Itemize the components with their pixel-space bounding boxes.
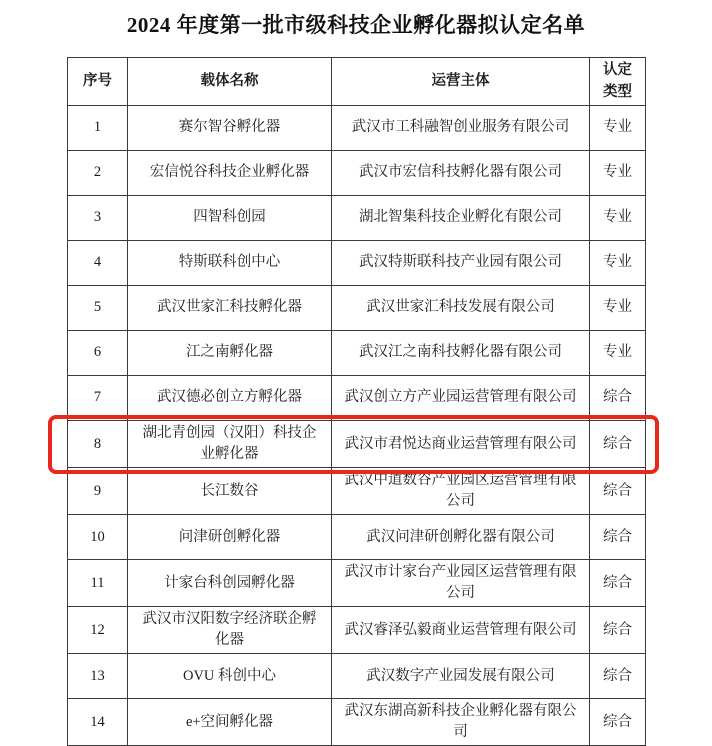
column-header-carrier: 载体名称 [128,58,332,106]
page-title: 2024 年度第一批市级科技企业孵化器拟认定名单 [126,13,586,37]
table-cell-carrier: 武汉德必创立方孵化器 [128,376,332,421]
table-cell-no: 2 [68,151,128,196]
table-header-row [68,58,646,106]
table-cell-carrier: 武汉市汉阳数字经济联企孵化器 [128,607,332,654]
table-row [68,421,646,468]
table-cell-carrier: 问津研创孵化器 [128,515,332,560]
table-cell-no: 6 [68,331,128,376]
table-cell-carrier: 江之南孵化器 [128,331,332,376]
column-header-operator: 运营主体 [332,58,590,106]
table-cell-no: 1 [68,106,128,151]
table-row [68,151,646,196]
table-cell-carrier: OVU 科创中心 [128,654,332,699]
table-cell-carrier: 宏信悦谷科技企业孵化器 [128,151,332,196]
table-cell-no: 14 [68,699,128,746]
table-cell-carrier: 四智科创园 [128,196,332,241]
table-cell-operator: 湖北智集科技企业孵化有限公司 [332,196,590,241]
table-cell-operator: 武汉数字产业园发展有限公司 [332,654,590,699]
table-cell-no: 12 [68,607,128,654]
table-row [68,106,646,151]
table-cell-carrier: 赛尔智谷孵化器 [128,106,332,151]
table-cell-type: 综合 [590,654,646,699]
table-row [68,468,646,515]
table-cell-operator: 武汉睿泽弘毅商业运营管理有限公司 [332,607,590,654]
table-cell-carrier: 湖北青创园（汉阳）科技企业孵化器 [128,421,332,468]
table-cell-type: 专业 [590,196,646,241]
table-row [68,560,646,607]
table-cell-operator: 武汉问津研创孵化器有限公司 [332,515,590,560]
table-cell-operator: 武汉市君悦达商业运营管理有限公司 [332,421,590,468]
table-cell-no: 3 [68,196,128,241]
table-cell-no: 10 [68,515,128,560]
table-row [68,376,646,421]
table-cell-carrier: 特斯联科创中心 [128,241,332,286]
table-cell-type: 综合 [590,515,646,560]
table-cell-operator: 武汉世家汇科技发展有限公司 [332,286,590,331]
column-header-type: 认定类型 [590,58,646,106]
table-cell-no: 9 [68,468,128,515]
table-cell-operator: 武汉江之南科技孵化器有限公司 [332,331,590,376]
table-cell-type: 专业 [590,106,646,151]
table-row [68,331,646,376]
table-cell-no: 13 [68,654,128,699]
table-cell-type: 综合 [590,468,646,515]
table-cell-type: 综合 [590,421,646,468]
table-cell-operator: 武汉市宏信科技孵化器有限公司 [332,151,590,196]
table-cell-type: 综合 [590,607,646,654]
table-cell-no: 11 [68,560,128,607]
table-cell-type: 综合 [590,699,646,746]
table-cell-no: 4 [68,241,128,286]
table-cell-carrier: 计家台科创园孵化器 [128,560,332,607]
table-cell-operator: 武汉东湖高新科技企业孵化器有限公司 [332,699,590,746]
table-cell-no: 5 [68,286,128,331]
table-row [68,699,646,746]
table-cell-no: 7 [68,376,128,421]
table-cell-type: 专业 [590,241,646,286]
table-row [68,241,646,286]
column-header-no: 序号 [68,58,128,106]
table-cell-type: 专业 [590,151,646,196]
table-cell-type: 综合 [590,560,646,607]
table-cell-type: 专业 [590,331,646,376]
table-cell-operator: 武汉中道数谷产业园区运营管理有限公司 [332,468,590,515]
table-cell-carrier: 武汉世家汇科技孵化器 [128,286,332,331]
table-cell-no: 8 [68,421,128,468]
table-cell-operator: 武汉市计家台产业园区运营管理有限公司 [332,560,590,607]
table-cell-carrier: e+空间孵化器 [128,699,332,746]
table-row [68,515,646,560]
table-cell-operator: 武汉创立方产业园运营管理有限公司 [332,376,590,421]
table-cell-operator: 武汉市工科融智创业服务有限公司 [332,106,590,151]
table-row [68,654,646,699]
table-row [68,286,646,331]
incubator-table [67,57,646,746]
table-cell-type: 综合 [590,376,646,421]
table-cell-carrier: 长江数谷 [128,468,332,515]
table-row [68,196,646,241]
table-cell-type: 专业 [590,286,646,331]
table-row [68,607,646,654]
table-cell-operator: 武汉特斯联科技产业园有限公司 [332,241,590,286]
